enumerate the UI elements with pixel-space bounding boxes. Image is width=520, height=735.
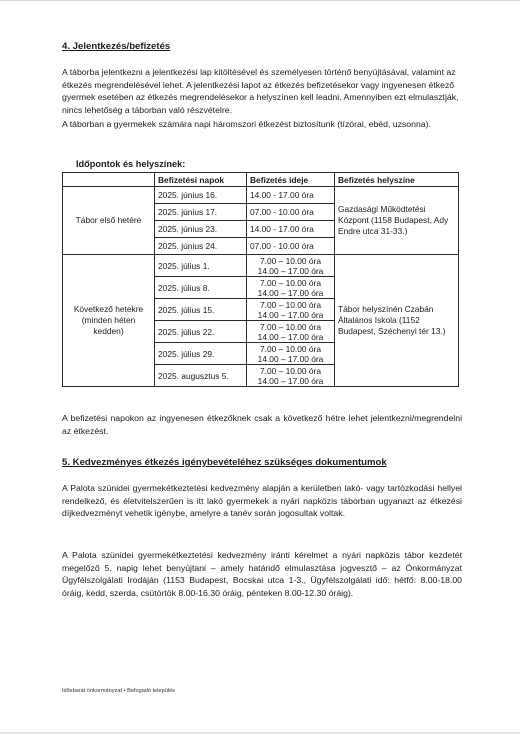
- payment-time: 14.00 - 17.00 óra: [247, 221, 335, 238]
- payment-time: [247, 321, 335, 343]
- section-4-title: 4. Jelentkezés/befizetés: [62, 41, 171, 52]
- payment-date: 2025. július 8.: [155, 277, 247, 299]
- table-header-row: [63, 173, 459, 187]
- page-footer: Idősbarát önkormányzat • Befogadó település: [62, 688, 175, 694]
- payment-place-camp: Tábor helyszínén Czabán Általános Iskola (1152 Budapest, Széchenyi tér 13.): [335, 255, 459, 387]
- time-morning: 7.00 – 10.00 óra: [259, 277, 321, 288]
- schedule-table-title: Időpontok és helyszínek:: [76, 159, 186, 169]
- time-afternoon: 14.00 – 17.00 óra: [257, 375, 324, 386]
- page-bottom-edge: [0, 732, 520, 734]
- payment-date: 2025. június 16.: [155, 187, 247, 204]
- time-morning: 7.00 – 10.00 óra: [259, 255, 321, 266]
- group-label-first-week: Tábor első hetére: [63, 187, 155, 255]
- section-5-paragraph-2: A Palota szünidei gyermekétkeztetési kedvezmény iránti kérelmet a nyári napközis tábor kezdetét megelőző 5. napig lehet benyújtani – amely határidő elmulasztása jogvesztő – az Önkormányzat Ügyfélszolgálati Irodáján (1153 Budapest, Bocskai utca 1-3., Ügyfélszolgálati idő: hétfő: 8.00-18.00 óráig, kedd, szerda, csütörtök 8.00-16.30 óráig, pénteken 8.00-12.30 óráig).: [62, 550, 462, 598]
- time-afternoon: 14.00 – 17.00 óra: [257, 287, 324, 298]
- section-4-paragraph-2: A táborban a gyermekek számára napi háromszori étkezést biztosítunk (tízórai, ebéd, uzsonna).: [62, 119, 431, 129]
- payment-date: 2025. július 22.: [155, 321, 247, 343]
- table-header-cell: [63, 173, 155, 187]
- time-morning: 7.00 – 10.00 óra: [259, 365, 321, 376]
- payment-date: 2025. június 17.: [155, 204, 247, 221]
- table-header-cell: Befizetés ideje: [247, 173, 335, 187]
- section-5-paragraph-1: A Palota szünidei gyermekétkeztetési kedvezmény alapján a kerületben lakó- vagy tartózkodási hellyel rendelkező, és életvitelszerűen is itt lakó gyermekek a nyári napközis táborban ugyanazt az étkezési díjkedvezményt vehetik igénybe, amelyre a tanév során jogosultak voltak.: [62, 483, 462, 519]
- payment-date: 2025. június 24.: [155, 238, 247, 255]
- payment-time: [247, 365, 335, 387]
- page-top-edge: [0, 0, 520, 1]
- payment-time: 07.00 - 10.00 óra: [247, 238, 335, 255]
- time-afternoon: 14.00 – 17.00 óra: [257, 353, 324, 364]
- payment-time: [247, 255, 335, 277]
- payment-date: 2025. június 23.: [155, 221, 247, 238]
- payment-time: 07.00 - 10.00 óra: [247, 204, 335, 221]
- payment-place-gmk: Gazdasági Működtetési Központ (1158 Budapest, Ady Endre utca 31-33.): [335, 187, 459, 255]
- time-afternoon: 14.00 – 17.00 óra: [257, 309, 324, 320]
- schedule-table: [62, 172, 459, 387]
- time-morning: 7.00 – 10.00 óra: [259, 299, 321, 310]
- payment-time: [247, 343, 335, 365]
- time-afternoon: 14.00 – 17.00 óra: [257, 265, 324, 276]
- section-5-title: 5. Kedvezményes étkezés igénybevételéhez szükséges dokumentumok: [62, 457, 387, 468]
- payment-time: [247, 299, 335, 321]
- time-morning: 7.00 – 10.00 óra: [259, 321, 321, 332]
- table-header-cell: Befizetés helyszíne: [335, 173, 459, 187]
- payment-date: 2025. augusztus 5.: [155, 365, 247, 387]
- time-morning: 7.00 – 10.00 óra: [259, 343, 321, 354]
- section-4-note: A befizetési napokon az ingyenesen étkezőknek csak a következő hétre lehet jelentkezni/megrendelni az étkezést.: [62, 413, 462, 436]
- payment-date: 2025. július 29.: [155, 343, 247, 365]
- table-row: [63, 255, 459, 277]
- table-row: [63, 187, 459, 204]
- payment-date: 2025. július 15.: [155, 299, 247, 321]
- payment-time: 14.00 - 17.00 óra: [247, 187, 335, 204]
- payment-date: 2025. július 1.: [155, 255, 247, 277]
- group-label-following-weeks: Következő hetekre (minden héten kedden): [63, 255, 155, 387]
- section-4-paragraph-1: A táborba jelentkezni a jelentkezési lap kitöltésével és személyesen történő benyújtásával, valamint az étkezés megrendelésével lehet. A jelentkezési lapot az étkezés befizetésekor vagy ingyenesen étkező gyermek esetében az étkezés megrendelésekor a helyszínen kell leadni. Amennyiben ezt elmulasztják, nincs lehetőség a táborban való részvételre.: [62, 67, 459, 115]
- time-afternoon: 14.00 – 17.00 óra: [257, 331, 324, 342]
- table-header-cell: Befizetési napok: [155, 173, 247, 187]
- payment-time: [247, 277, 335, 299]
